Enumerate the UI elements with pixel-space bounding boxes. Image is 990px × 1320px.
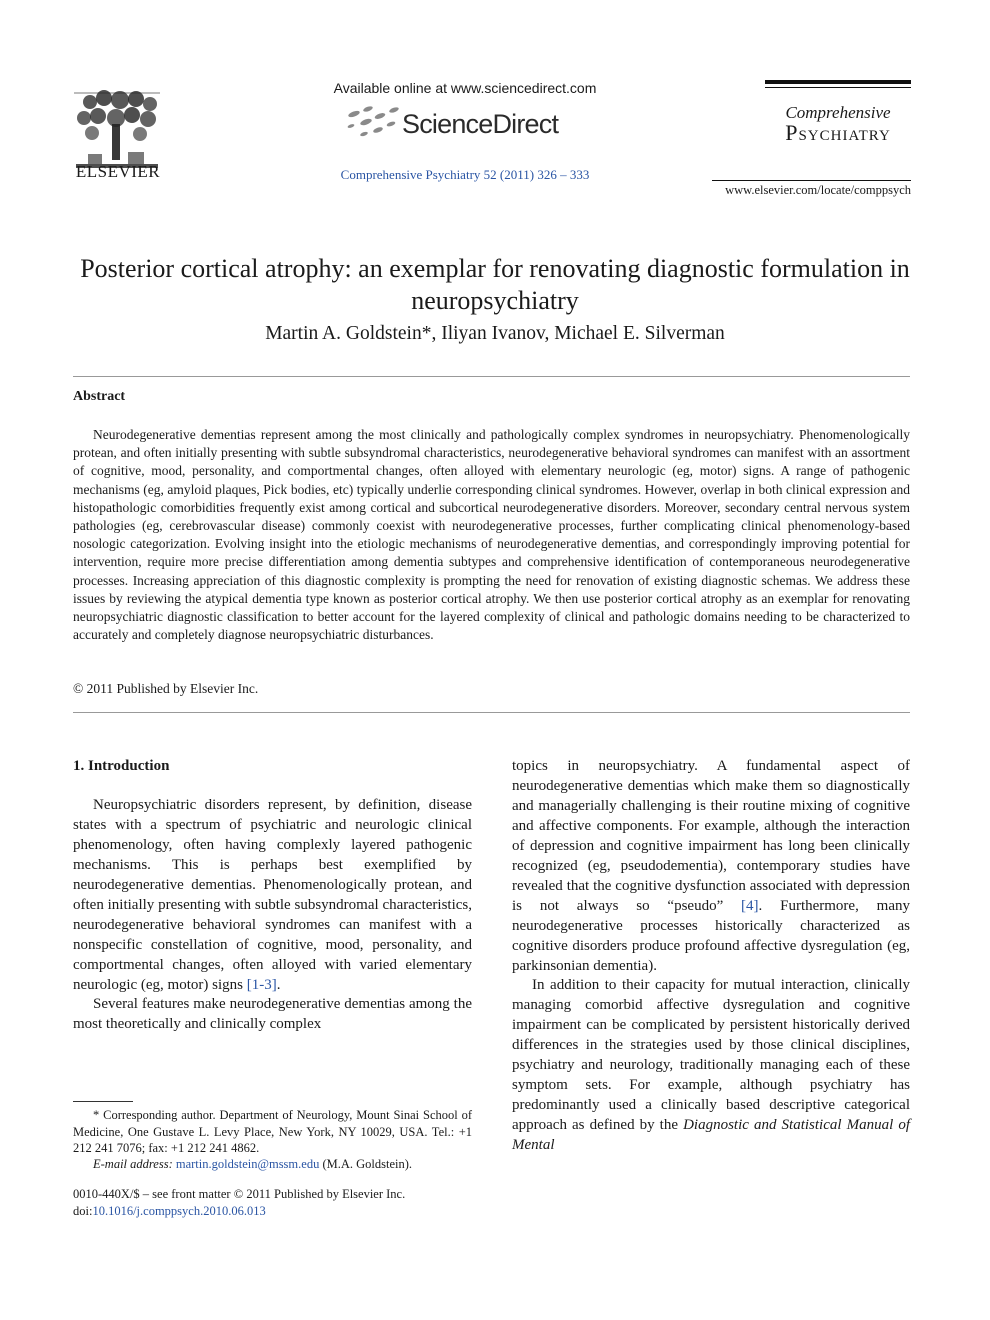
email-label: E-mail address: [93,1157,173,1171]
footnote-rule [73,1101,133,1102]
article-title: Posterior cortical atrophy: an exemplar for renovating diagnostic formulation in neuropsychiatry [80,254,910,315]
journal-name-line2: Psychiatry [785,120,891,145]
journal-masthead [765,80,911,144]
reference-link[interactable]: [4] [741,897,759,914]
paragraph-text: Neuropsychiatric disorders represent, by definition, disease states with a spectrum of psychiatric and neurologic clinical phenomenology, often having complexly layered pathogenic mechanisms. This is perhaps best exemplified by neurodegenerative dementias. Phenomenologically protean, and often initially presenting with subtle subsyndromal characteristics, neurodegenerative behavioral syndromes can manifest with a nonspecific constellation of cognitive, mood, personality, and comportmental changes, often alloyed with varied elementary neurologic (eg, motor) signs [73,796,472,993]
paragraph-text: topics in neuropsychiatry. A fundamental aspect of neurodegenerative dementias which make them so diagnostically and managerially challenging is their routine mixing of cognitive and affective components. For example, although the interaction of depression and cognitive impairment has long been clinically recognized (eg, pseudodementia), contemporary studies have revealed that the cognitive dysfunction associated with depression is not always so “pseudo” [512,758,910,914]
doi-label: doi: [73,1204,93,1218]
journal-name-line1: Comprehensive [785,103,891,122]
reference-link[interactable]: [1-3] [246,976,277,993]
paragraph-italic: Diagnostic and Statistical Manual of Mental [512,1117,910,1154]
paragraph: Several features make neurodegenerative dementias among the most theoretically and clinically complex [73,996,472,1033]
divider [73,712,910,713]
email-link[interactable]: martin.goldstein@mssm.edu [175,1157,320,1171]
front-matter-text: 0010-440X/$ – see front matter © 2011 Published by Elsevier Inc. [73,1187,406,1201]
masthead-rule [765,80,911,84]
masthead-rule [765,87,911,88]
doi-link[interactable]: 10.1016/j.comppsych.2010.06.013 [92,1204,266,1218]
available-online-text: Available online at www.sciencedirect.com [333,80,597,96]
paragraph-text: In addition to their capacity for mutual interaction, clinically managing comorbid affective dysregulation and cognitive impairment can be complicated by persistent historically derived differences in the strategies used by those clinical disciplines, psychiatry and neurology, traditionally managing each of these symptom sets. For example, although psychiatry has predominantly used a clinically based descriptive categorical approach as defined by the [512,977,910,1134]
email-footnote [93,1157,412,1172]
paragraph [512,757,910,976]
paragraph: Neuropsychiatric disorders represent, by definition, disease states with a spectrum of psychiatric and neurologic clinical phenomenology, often having complexly layered pathogenic mechanisms. This is perhaps best exemplified by neurodegenerative dementias. Phenomenologically protean, and often initially presenting with subtle subsyndromal characteristics, neurodegenerative behavioral syndromes can manifest with a nonspecific constellation of cognitive, mood, personality, and comportmental changes, often alloyed with varied elementary neurologic (eg, motor) signs [1-3]. [73,796,472,993]
divider [73,376,910,377]
sciencedirect-wordmark: ScienceDirect [402,109,559,139]
journal-citation-link[interactable]: Comprehensive Psychiatry 52 (2011) 326 – 333 [340,167,590,182]
paragraph-text: . Furthermore, many neurodegenerative processes historically characterized as cognitive disorders produce profound affective dysregulation (eg, parkinsonian dementia). [512,897,910,974]
publisher-name: ELSEVIER [75,162,161,181]
abstract-copyright: © 2011 Published by Elsevier Inc. [73,681,259,696]
body-column-left [73,757,472,1035]
doi-line [73,1203,405,1220]
paragraph [512,976,910,1156]
section-heading: 1. Introduction [73,758,170,774]
body-column-right [512,757,910,1156]
journal-url[interactable]: www.elsevier.com/locate/comppsych [725,183,911,197]
abstract-text: Neurodegenerative dementias represent among the most clinically and pathologically complex syndromes in neuropsychiatry. Phenomenologically protean, and often initially presenting with subtle subsyndromal characteristics, neurodegenerative behavioral syndromes can manifest with an assortment of cognitive, mood, personality, and comportmental changes, often alloyed with elementary neurologic (eg, motor) signs. A range of pathogenic mechanisms (eg, amyloid plaques, Pick bodies, etc) typically underlie corresponding clinical syndromes. However, overlap in both clinical expression and histopathologic comorbidities frequently exist among cortical and subcortical neurodegenerative disorders. Moreover, secondary central nervous system pathologies (eg, cerebrovascular disease) commonly coexist with neurodegenerative processes, further complicating clinical phenomenology-based nosologic categorization. Evolving insight into the etiologic mechanisms of neurodegenerative dementias, and correspondingly improving potential for intervention, require more precise differentiation among dementia subtypes and comprehensive identification of contemporaneous neurodegenerative processes. Increasing appreciation of this diagnostic complexity is prompting the need for renovation of existing diagnostic schemas. We address these issues by reviewing the atypical dementia type known as posterior cortical atrophy. We then use posterior cortical atrophy as an exemplar for renovating neuropsychiatric diagnostic classification to better account for the layered complexity of clinical and pathologic domains needing to be characterized to accurately and completely diagnose neuropsychiatric disturbances. [73,427,910,643]
corresponding-author-footnote: * Corresponding author. Department of Neurology, Mount Sinai School of Medicine, One Gustave L. Levy Place, New York, NY 10029, USA. Tel.: +1 212 241 7076; fax: +1 212 241 4862. [73,1108,472,1155]
front-matter [73,1186,405,1220]
email-name: (M.A. Goldstein). [322,1157,413,1171]
abstract-heading: Abstract [73,389,126,404]
article-authors: Martin A. Goldstein*, Iliyan Ivanov, Michael E. Silverman [265,323,725,344]
masthead-bottom-rule [712,180,911,181]
